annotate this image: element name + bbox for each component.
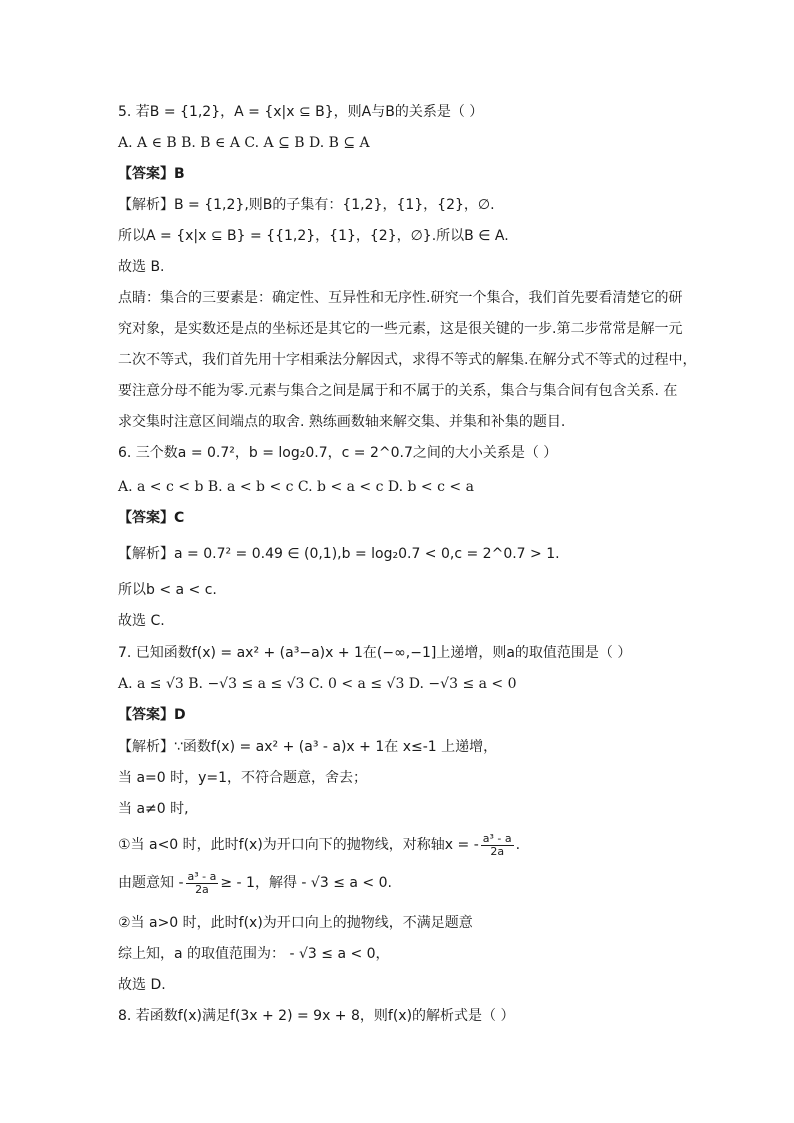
q7-options: A. a ≤ √3 B. −√3 ≤ a ≤ √3 C. 0 < a ≤ √3 D. −√3 ≤ a < 0 bbox=[118, 676, 517, 692]
q5-answer: 【答案】B bbox=[118, 166, 185, 182]
q6-answer: 【答案】C bbox=[118, 510, 185, 526]
q8-stem: 8. 若函数f(x)满足f(3x + 2) = 9x + 8，则f(x)的解析式是（ ） bbox=[118, 1008, 515, 1024]
q5-note-2: 究对象，是实数还是点的坐标还是其它的一些元素，这是很关键的一步.第二步常常是解一元 bbox=[118, 321, 683, 337]
q7-analysis-2: 当 a=0 时，y=1，不符合题意，舍去； bbox=[118, 770, 368, 786]
q5-note-4: 要注意分母不能为零.元素与集合之间是属于和不属于的关系，集合与集合间有包含关系. 在 bbox=[118, 383, 678, 399]
q7-analysis-3: 当 a≠0 时, bbox=[118, 801, 189, 817]
q7-case1b-fraction bbox=[186, 871, 219, 896]
q5-note-1: 点睛：集合的三要素是：确定性、互异性和无序性.研究一个集合，我们首先要看清楚它的研 bbox=[118, 290, 683, 306]
q7-case1-fraction bbox=[481, 833, 514, 858]
q7-case1-numerator: a³ - a bbox=[482, 831, 512, 845]
q7-case1b-denominator: 2a bbox=[195, 882, 209, 896]
q7-case1b bbox=[118, 870, 698, 896]
q7-case1-prefix: ①当 a<0 时，此时f(x)为开口向下的抛物线，对称轴x = - bbox=[118, 837, 479, 853]
q5-analysis-2: 所以A = {x|x ⊆ B} = {{1,2}，{1}，{2}，∅}.所以B ∈ A. bbox=[118, 228, 509, 244]
q7-case1 bbox=[118, 832, 698, 858]
q5-analysis-1: 【解析】B = {1,2},则B的子集有：{1,2}，{1}，{2}，∅. bbox=[118, 197, 495, 213]
q5-conclusion: 故选 B. bbox=[118, 259, 165, 275]
q5-options: A. A ∈ B B. B ∈ A C. A ⊆ B D. B ⊆ A bbox=[118, 135, 370, 151]
q6-analysis: 【解析】a = 0.7² = 0.49 ∈ (0,1),b = log₂0.7 < 0,c = 2^0.7 > 1. bbox=[118, 546, 560, 562]
q7-case2: ②当 a>0 时，此时f(x)为开口向上的抛物线，不满足题意 bbox=[118, 915, 473, 931]
q7-case1-suffix: . bbox=[515, 837, 521, 853]
q6-analysis-2: 所以b < a < c. bbox=[118, 582, 217, 598]
q7-analysis-1: 【解析】∵函数f(x) = ax² + (a³ - a)x + 1在 x≤-1 上递增， bbox=[118, 739, 498, 755]
q6-stem: 6. 三个数a = 0.7²，b = log₂0.7，c = 2^0.7之间的大小关系是（ ） bbox=[118, 445, 558, 461]
q7-case1b-prefix: 由题意知 - bbox=[118, 875, 184, 891]
q7-conclusion: 故选 D. bbox=[118, 977, 166, 993]
q7-stem: 7. 已知函数f(x) = ax² + (a³−a)x + 1在(−∞,−1]上递增，则a的取值范围是（ ） bbox=[118, 645, 632, 661]
q6-conclusion: 故选 C. bbox=[118, 613, 165, 629]
q5-stem: 5. 若B = {1,2}，A = {x|x ⊆ B}，则A与B的关系是（ ） bbox=[118, 104, 484, 120]
q7-summary: 综上知，a 的取值范围为： - √3 ≤ a < 0， bbox=[118, 946, 390, 962]
q7-case1b-suffix: ≥ - 1，解得 - √3 ≤ a < 0. bbox=[220, 875, 392, 891]
q7-case1-denominator: 2a bbox=[490, 844, 505, 858]
q5-note-3: 二次不等式，我们首先用十字相乘法分解因式，求得不等式的解集.在解分式不等式的过程中， bbox=[118, 352, 697, 368]
q7-case1b-numerator: a³ - a bbox=[187, 869, 217, 883]
q6-options: A. a < c < b B. a < b < c C. b < a < c D. b < c < a bbox=[118, 479, 474, 495]
q7-answer: 【答案】D bbox=[118, 707, 186, 723]
q5-note-5: 求交集时注意区间端点的取舍. 熟练画数轴来解交集、并集和补集的题目. bbox=[118, 414, 566, 430]
